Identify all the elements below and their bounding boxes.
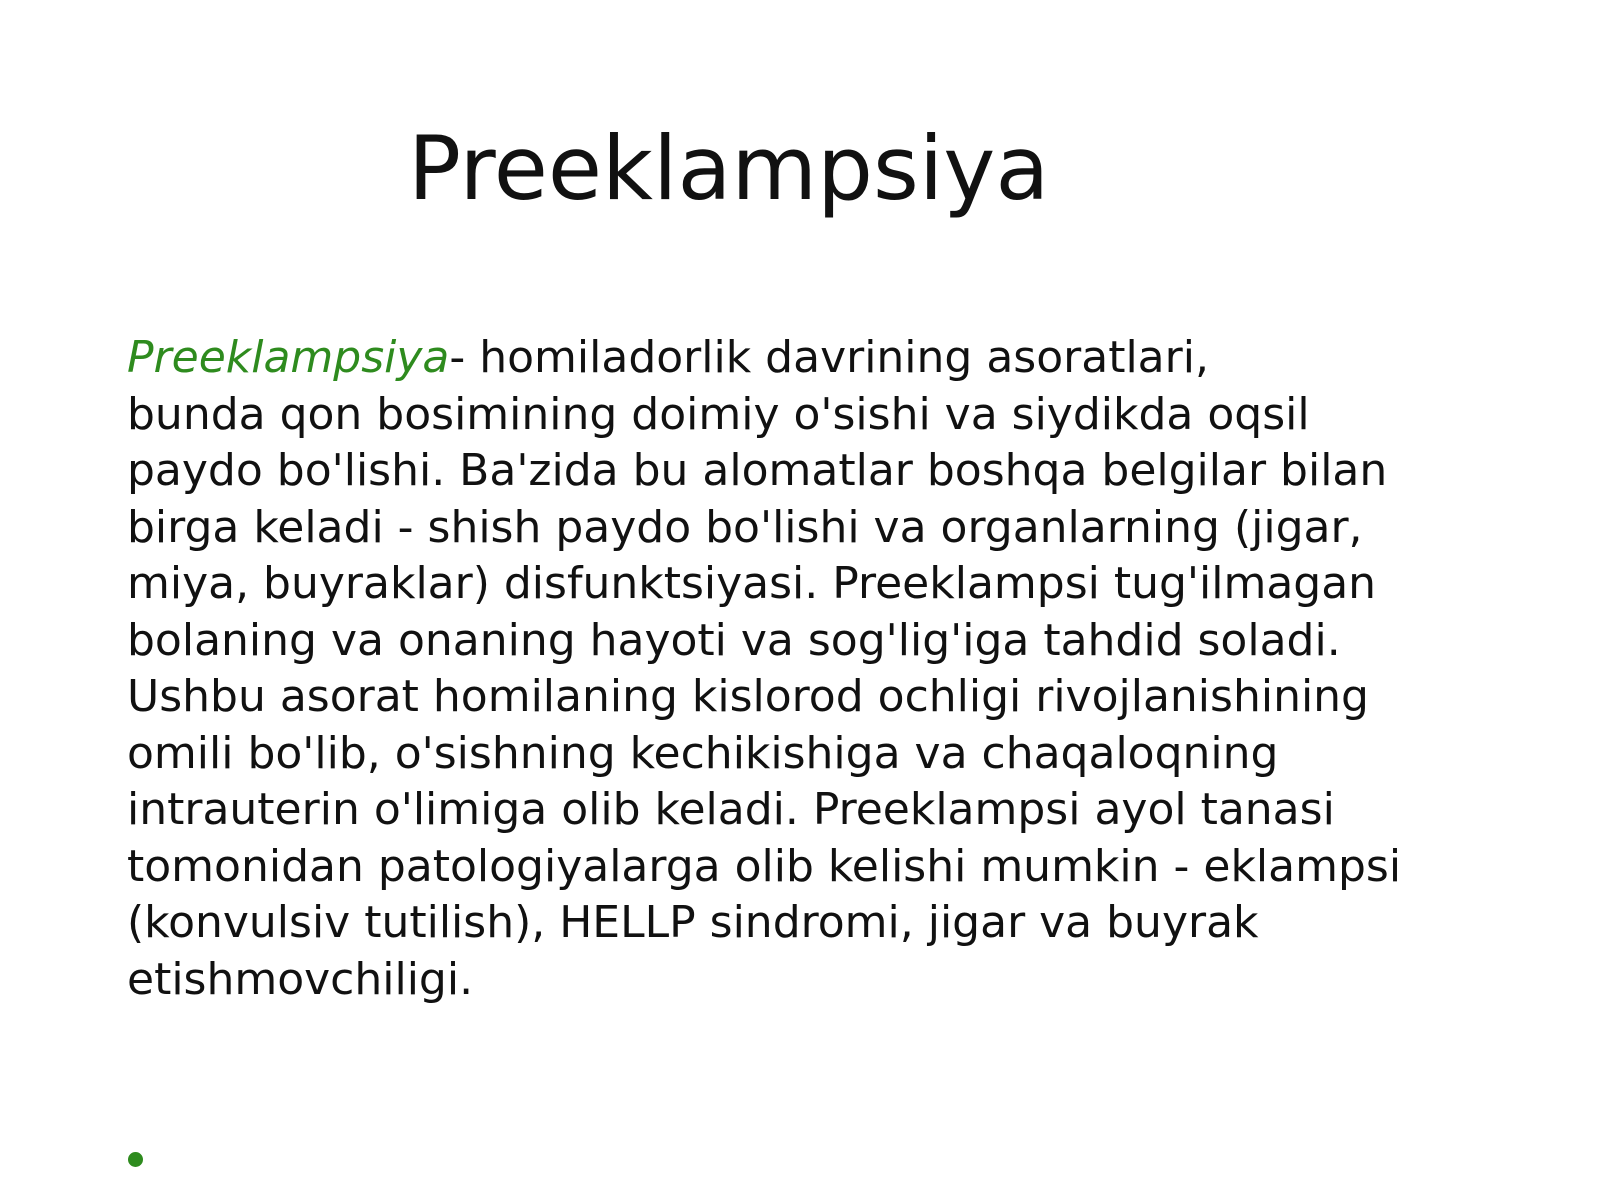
body-line: intrauterin o'limiga olib keladi. Preeklampsi ayol tanasi [127, 784, 1335, 835]
bullet-dot-icon [128, 1152, 143, 1167]
body-line: paydo bo'lishi. Ba'zida bu alomatlar boshqa belgilar bilan [127, 445, 1388, 496]
body-line-1 [127, 330, 1587, 387]
body-line: Ushbu asorat homilaning kislorod ochligi rivojlanishining [127, 671, 1369, 722]
body-line: bunda qon bosimining doimiy o'sishi va siydikda oqsil [127, 388, 1310, 440]
slide-title: Preeklampsiya [408, 117, 1050, 220]
body-line: birga keladi - shish paydo bo'lishi va organlarning (jigar, [127, 501, 1363, 553]
highlighted-term: Preeklampsiya [127, 332, 450, 383]
body-line: tomonidan patologiyalarga olib kelishi mumkin - eklampsi [127, 840, 1402, 892]
body-line: bolaning va onaning hayoti va sog'lig'iga tahdid soladi. [127, 614, 1341, 666]
body-line: etishmovchiligi. [127, 953, 474, 1005]
slide-body [127, 330, 1587, 1008]
body-line: miya, buyraklar) disfunktsiyasi. Preeklampsi tug'ilmagan [127, 558, 1377, 609]
body-line-text: - homiladorlik davrining asoratlari, [449, 332, 1209, 383]
body-line: (konvulsiv tutilish), HELLP sindromi, jigar va buyrak [127, 897, 1259, 948]
body-line: omili bo'lib, o'sishning kechikishiga va chaqaloqning [127, 727, 1279, 779]
